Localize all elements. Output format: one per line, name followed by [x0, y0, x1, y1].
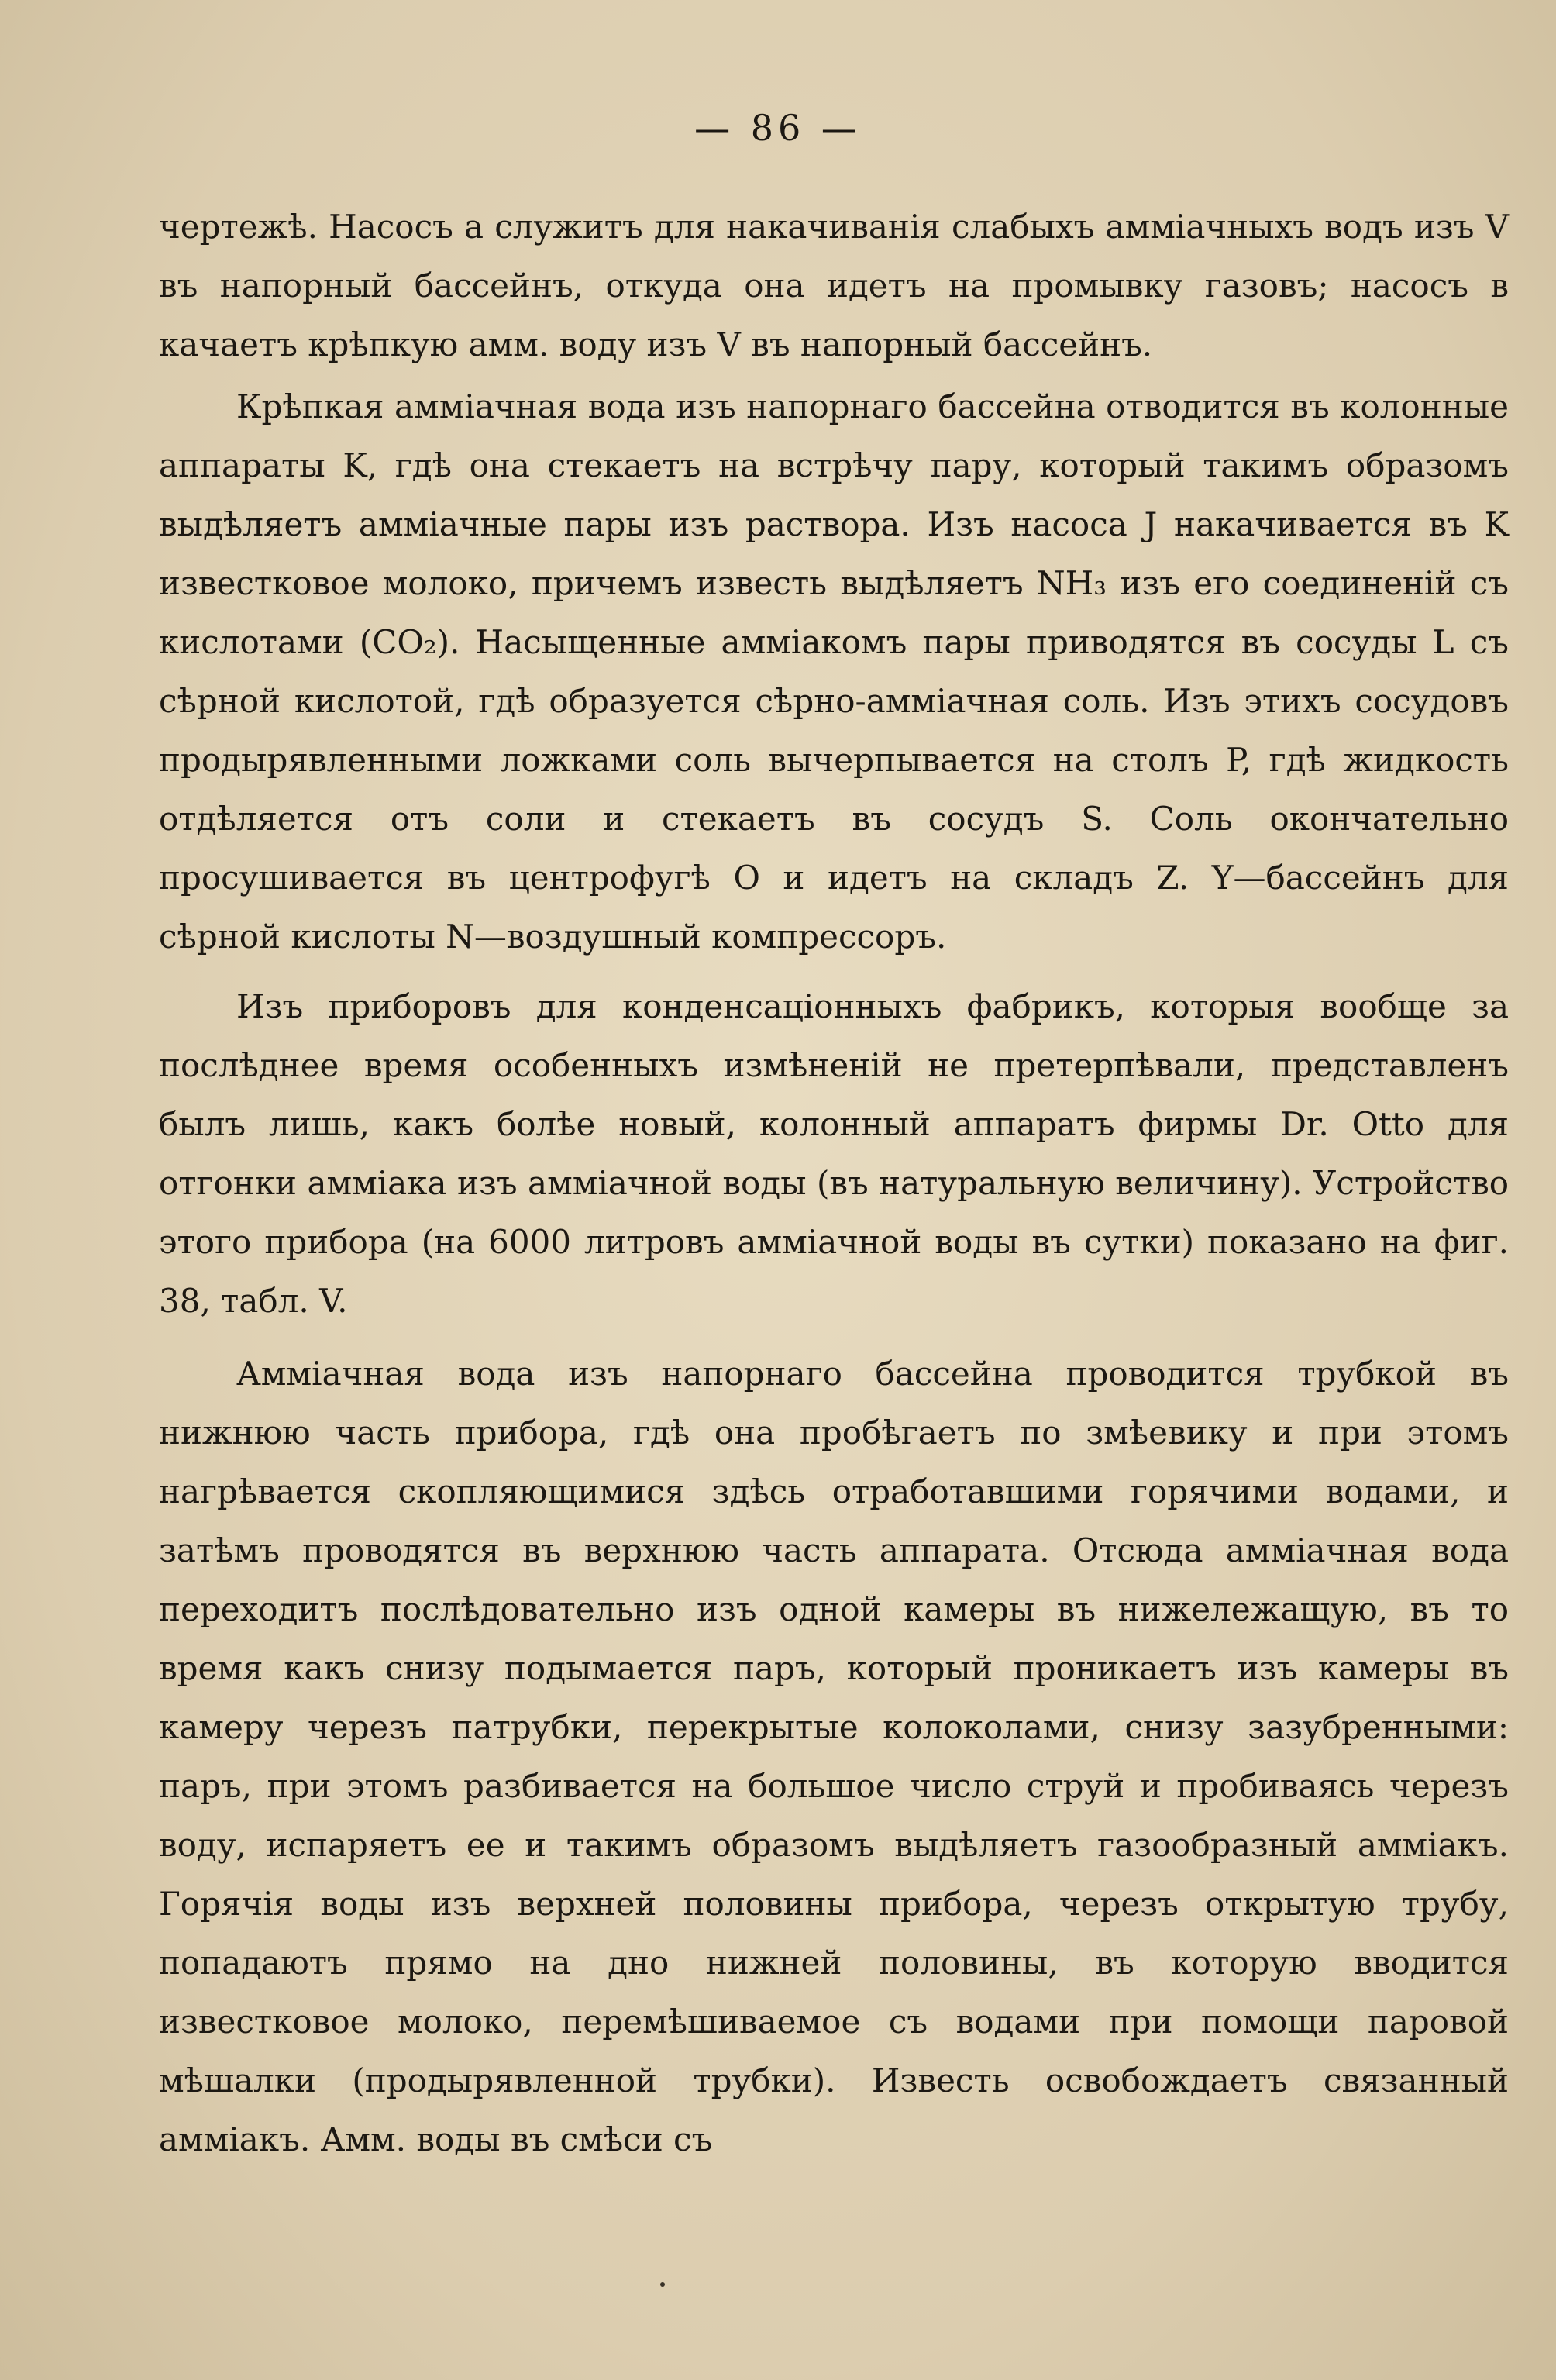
page-number: — 86 —	[694, 107, 862, 149]
footer-dot	[660, 2282, 665, 2287]
paragraph-continuation: чертежѣ. Насосъ a служитъ для накачиванія слабыхъ аммiачныхъ водъ изъ V въ напорный бассейнъ, откуда она идетъ на промывку газовъ; насосъ в качаетъ крѣпкую амм. воду изъ V въ напорный бассейнъ.	[159, 208, 1509, 363]
body-text	[159, 198, 1509, 2169]
paragraph-condensation-apparatus: Изъ приборовъ для конденсацiонныхъ фабрикъ, которыя вообще за послѣднее время особенныхъ измѣненiй не претерпѣвали, представленъ былъ лишь, какъ болѣе новый, колонный аппаратъ фирмы Dr. Otto для отгонки аммiака изъ аммiачной воды (въ натуральную величину). Устройство этого прибора (на 6000 литровъ аммiачной воды въ сутки) показано на фиг. 38, табл. V.	[159, 987, 1509, 1320]
paragraph-strong-ammonia-water: Крѣпкая аммiачная вода изъ напорнаго бассейна отводится въ колонные аппараты K, гдѣ она стекаетъ на встрѣчу пару, который такимъ образомъ выдѣляетъ аммiачные пары изъ раствора. Изъ насоса J накачивается въ K известковое молоко, причемъ известь выдѣляетъ NH₃ изъ его соединенiй съ кислотами (CO₂). Насыщенные аммiакомъ пары приводятся въ сосуды L съ сѣрной кислотой, гдѣ образуется сѣрно-аммiачная соль. Изъ этихъ сосудовъ продырявленными ложками соль вычерпывается на столъ P, гдѣ жидкость отдѣляется отъ соли и стекаетъ въ сосудъ S. Соль окончательно просушивается въ центрофугѣ O и идетъ на складъ Z. Y—бассейнъ для сѣрной кислоты N—воздушный компрессоръ.	[159, 387, 1509, 956]
paragraph-ammonia-water-process: Аммiачная вода изъ напорнаго бассейна проводится трубкой въ нижнюю часть прибора, гдѣ она пробѣгаетъ по змѣевику и при этомъ нагрѣвается скопляющимися здѣсь отработавшими горячими водами, и затѣмъ проводятся въ верхнюю часть аппарата. Отсюда аммiачная вода переходитъ послѣдовательно изъ одной камеры въ нижележащую, въ то время какъ снизу подымается паръ, который проникаетъ изъ камеры въ камеру черезъ патрубки, перекрытые колоколами, снизу зазубренными: паръ, при этомъ разбивается на большое число струй и пробиваясь черезъ воду, испаряетъ ее и такимъ образомъ выдѣляетъ газообразный аммiакъ. Горячія воды изъ верхней половины прибора, черезъ открытую трубу, попадаютъ прямо на дно нижней половины, въ которую вводится известковое молоко, перемѣшиваемое съ водами при помощи паровой мѣшалки (продырявленной трубки). Известь освобождаетъ связанный аммiакъ. Амм. воды въ смѣси съ	[159, 1355, 1509, 2158]
